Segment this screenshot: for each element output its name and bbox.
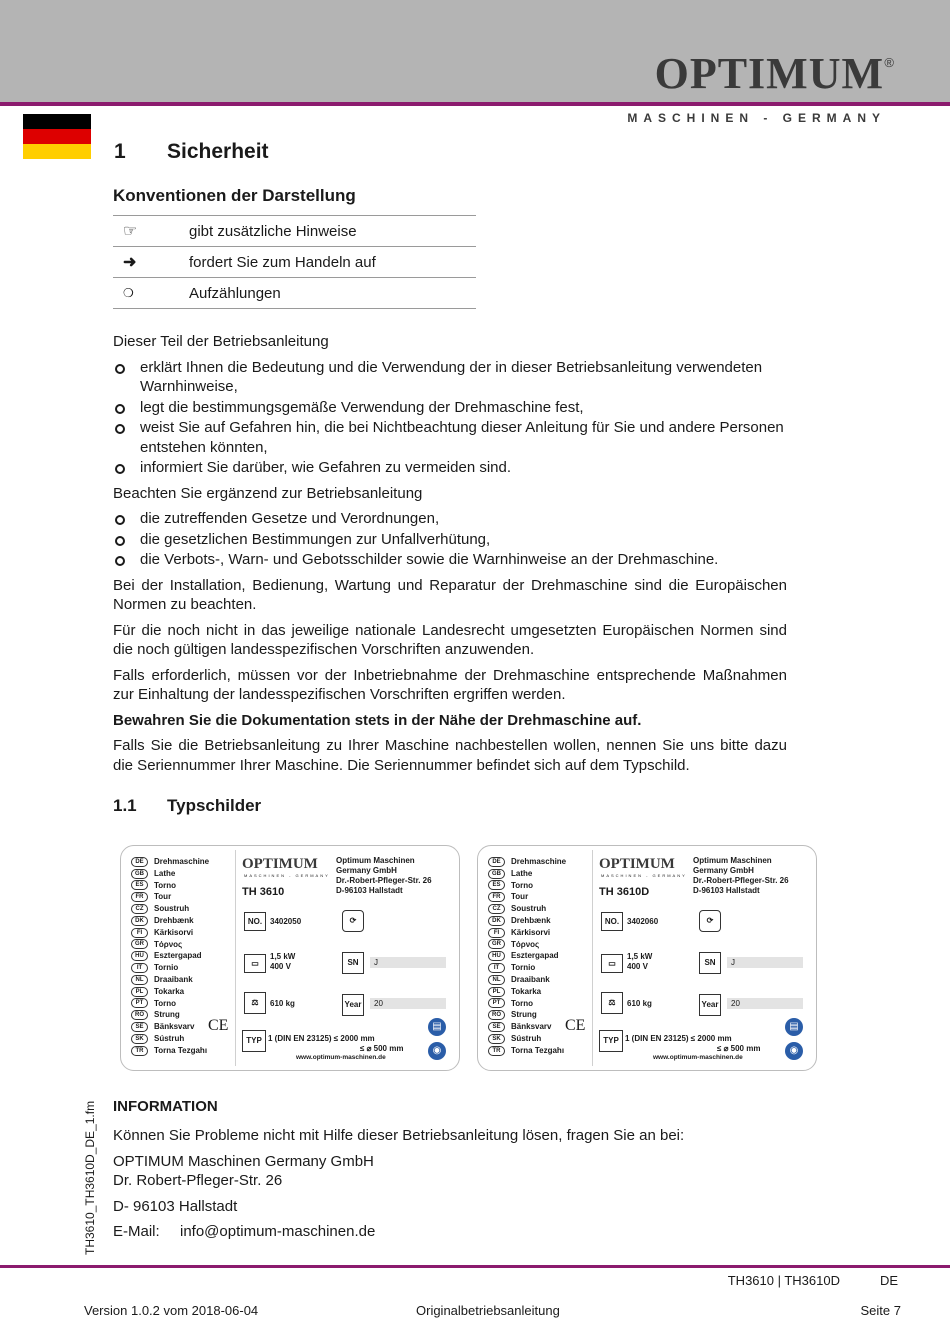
language-name: Sústruh xyxy=(154,1033,185,1043)
language-name: Torno xyxy=(511,998,534,1008)
language-code-badge: NL xyxy=(488,975,505,985)
german-flag-icon xyxy=(23,114,91,159)
language-name: Torna Tezgahı xyxy=(154,1045,208,1055)
language-code-badge: PT xyxy=(488,998,505,1008)
plate-language-row xyxy=(488,891,566,903)
plate-language-row xyxy=(488,915,566,927)
plate-language-row xyxy=(131,962,209,974)
plate-language-row xyxy=(488,868,566,880)
sn-label: SN xyxy=(699,952,721,974)
language-name: Bänksvarv xyxy=(511,1022,552,1032)
language-code-badge: PL xyxy=(488,987,505,997)
language-name: Torno xyxy=(154,998,177,1008)
list-item: legt die bestimmungsgemäße Verwendung der Drehmaschine fest, xyxy=(113,398,787,418)
sn-label: SN xyxy=(342,952,364,974)
plate-model: TH 3610D xyxy=(599,886,650,898)
plate-language-row xyxy=(131,1045,209,1057)
language-name: Soustruh xyxy=(511,904,547,914)
plate-language-row xyxy=(131,974,209,986)
plate-language-row xyxy=(488,986,566,998)
manual-read-icon: ▤ xyxy=(785,1018,803,1036)
language-code-badge: TR xyxy=(488,1046,505,1056)
company-name: OPTIMUM Maschinen Germany GmbH xyxy=(113,1152,374,1170)
plate-language-row xyxy=(488,950,566,962)
list-item: die zutreffenden Gesetze und Verordnungen, xyxy=(113,509,787,529)
language-code-badge: SE xyxy=(488,1022,505,1032)
language-name: Tokarka xyxy=(511,986,542,996)
plate-model: TH 3610 xyxy=(242,886,285,898)
bold-paragraph: Bewahren Sie die Dokumentation stets in der Nähe der Drehmaschine auf. xyxy=(113,711,642,729)
rotation-icon: ⟳ xyxy=(699,910,721,932)
plate-language-row xyxy=(488,974,566,986)
plate-language-row xyxy=(488,1033,566,1045)
language-name: Torna Tezgahı xyxy=(511,1045,565,1055)
language-name: Kärkisorvi xyxy=(154,927,194,937)
plate-language-row xyxy=(488,1045,566,1057)
plate-language-row xyxy=(488,1021,566,1033)
paragraph: Falls Sie die Betriebsanleitung zu Ihrer Maschine nachbestellen wollen, nennen Sie uns bitte dazu die Seriennummer Ihrer Maschine. Die Seriennummer befindet sich auf dem Typschild. xyxy=(113,737,787,774)
file-name-sidebar: TH3610_TH3610D_DE_1.fm xyxy=(83,1100,97,1255)
registered-mark: ® xyxy=(884,55,894,70)
plate-language-row xyxy=(488,903,566,915)
language-name: Draaibank xyxy=(511,974,550,984)
language-code-badge: GR xyxy=(131,939,148,949)
language-code-badge: TR xyxy=(131,1046,148,1056)
language-code-badge: DE xyxy=(131,857,148,867)
motor-icon: ▭ xyxy=(601,954,623,973)
conventions-row xyxy=(113,247,476,278)
safety-body xyxy=(113,332,787,781)
no-label: NO. xyxy=(601,912,623,931)
language-name: Drehmaschine xyxy=(511,857,567,866)
plate-languages xyxy=(488,856,566,1057)
footer-page-number: Seite 7 xyxy=(860,1303,901,1318)
language-code-badge: PT xyxy=(131,998,148,1008)
manual-read-icon: ▤ xyxy=(428,1018,446,1036)
plate-address: Optimum Maschinen Germany GmbH Dr.-Robert-Pfleger-Str. 26 D-96103 Hallstadt xyxy=(693,856,789,895)
plate-language-row xyxy=(488,880,566,892)
language-name: Kärkisorvi xyxy=(511,927,551,937)
plate-language-row xyxy=(488,962,566,974)
section-heading: 1 Sicherheit xyxy=(114,140,269,163)
weight-value: 610 kg xyxy=(270,999,295,1008)
plate-language-row xyxy=(488,927,566,939)
information-block xyxy=(113,1126,684,1248)
language-code-badge: SK xyxy=(131,1034,148,1044)
rotation-icon: ⟳ xyxy=(342,910,364,932)
language-name: Bänksvarv xyxy=(154,1022,195,1032)
motor-data: 1,5 kW 400 V xyxy=(270,952,296,971)
article-number: 3402050 xyxy=(270,917,302,926)
regulations-list xyxy=(113,509,787,570)
language-name: Tόρνος xyxy=(511,939,540,949)
language-name: Lathe xyxy=(511,868,533,878)
language-code-badge: IT xyxy=(131,963,148,973)
language-name: Esztergapad xyxy=(154,951,202,961)
plate-logo-sub: MASCHINEN - GERMANY xyxy=(601,873,687,878)
ce-mark-icon: CE xyxy=(565,1017,586,1034)
language-name: Torno xyxy=(154,880,177,890)
language-code-badge: RO xyxy=(131,1010,148,1020)
plate-logo-sub: MASCHINEN - GERMANY xyxy=(244,873,330,878)
serial-number-field: J xyxy=(370,957,446,968)
conventions-row xyxy=(113,278,476,309)
plate-language-row xyxy=(131,1033,209,1045)
language-code-badge: SK xyxy=(488,1034,505,1044)
logo-subtitle: MASCHINEN - GERMANY xyxy=(627,111,886,125)
plate-language-row xyxy=(131,939,209,951)
plate-address: Optimum Maschinen Germany GmbH Dr.-Robert-Pfleger-Str. 26 D-96103 Hallstadt xyxy=(336,856,432,895)
footer-version: Version 1.0.2 vom 2018-06-04 xyxy=(84,1303,259,1318)
paragraph: Falls erforderlich, müssen vor der Inbetriebnahme der Drehmaschine entsprechende Maßnahmen zur Einhaltung der landesspezifischen Vorschriften ergriffen werden. xyxy=(113,666,787,703)
language-name: Tour xyxy=(511,892,529,902)
language-name: Drehbænk xyxy=(511,915,551,925)
language-name: Strung xyxy=(511,1010,537,1020)
list-item: informiert Sie darüber, wie Gefahren zu vermeiden sind. xyxy=(113,458,787,478)
language-code-badge: GB xyxy=(131,869,148,879)
plate-languages xyxy=(131,856,209,1057)
plate-language-row xyxy=(131,903,209,915)
year-field: 20 xyxy=(370,998,446,1009)
no-label: NO. xyxy=(244,912,266,931)
language-code-badge: FI xyxy=(488,928,505,938)
plate-language-row xyxy=(488,856,566,868)
company-street: Dr. Robert-Pfleger-Str. 26 xyxy=(113,1172,283,1189)
plate-language-row xyxy=(488,939,566,951)
language-code-badge: GB xyxy=(488,869,505,879)
language-name: Lathe xyxy=(154,868,176,878)
plate-logo: OPTIMUM xyxy=(599,856,675,872)
language-code-badge: DK xyxy=(131,916,148,926)
header-rule xyxy=(0,102,950,106)
plate-language-row xyxy=(131,998,209,1010)
footer-rule xyxy=(0,1265,950,1268)
language-code-badge: SE xyxy=(131,1022,148,1032)
conventions-heading: Konventionen der Darstellung xyxy=(113,186,356,205)
typ-label: TYP xyxy=(242,1030,266,1052)
language-code-badge: FR xyxy=(488,892,505,902)
motor-icon: ▭ xyxy=(244,954,266,973)
pointing-hand-icon: ☞ xyxy=(113,216,189,247)
language-name: Tokarka xyxy=(154,986,185,996)
language-name: Tόρνος xyxy=(154,939,183,949)
eye-protection-icon: ◉ xyxy=(785,1042,803,1060)
plate-language-row xyxy=(131,891,209,903)
plate-language-row xyxy=(488,1009,566,1021)
language-code-badge: GR xyxy=(488,939,505,949)
plate-language-row xyxy=(131,868,209,880)
plate-spec: 1 (DIN EN 23125) ≤ 2000 mm ≤ ⌀ 500 mm xyxy=(625,1034,761,1053)
plate-language-row xyxy=(131,880,209,892)
language-name: Soustruh xyxy=(154,904,190,914)
plate-language-row xyxy=(131,1021,209,1033)
language-code-badge: IT xyxy=(488,963,505,973)
arrow-right-icon: ➜ xyxy=(113,247,189,278)
language-code-badge: RO xyxy=(488,1010,505,1020)
plate-language-row xyxy=(131,856,209,868)
plate-language-row xyxy=(131,915,209,927)
language-name: Esztergapad xyxy=(511,951,559,961)
information-text: Können Sie Probleme nicht mit Hilfe dieser Betriebsanleitung lösen, fragen Sie an bei: xyxy=(113,1127,685,1144)
typ-label: TYP xyxy=(599,1030,623,1052)
language-code-badge: NL xyxy=(131,975,148,985)
plate-language-row xyxy=(131,986,209,998)
language-code-badge: FR xyxy=(131,892,148,902)
conventions-text: Aufzählungen xyxy=(189,278,476,309)
language-name: Tour xyxy=(154,892,172,902)
ce-mark-icon: CE xyxy=(208,1017,229,1034)
language-name: Drehbænk xyxy=(154,915,194,925)
eye-protection-icon: ◉ xyxy=(428,1042,446,1060)
intro2-paragraph: Beachten Sie ergänzend zur Betriebsanleitung xyxy=(113,484,423,502)
type-plate-th3610d xyxy=(477,845,817,1071)
footer-language: DE xyxy=(879,1273,898,1288)
list-item: weist Sie auf Gefahren hin, die bei Nichtbeachtung dieser Anleitung für Sie und andere Personen entstehen könnten, xyxy=(113,418,787,457)
language-name: Tornio xyxy=(511,963,536,973)
plate-language-row xyxy=(131,950,209,962)
language-code-badge: HU xyxy=(131,951,148,961)
weight-icon: ⚖ xyxy=(601,992,623,1014)
language-code-badge: CZ xyxy=(131,904,148,914)
list-item: die Verbots-, Warn- und Gebotsschilder sowie die Warnhinweise an der Drehmaschine. xyxy=(113,550,787,570)
plate-language-row xyxy=(131,927,209,939)
list-item: die gesetzlichen Bestimmungen zur Unfallverhütung, xyxy=(113,530,787,550)
plate-language-row xyxy=(488,998,566,1010)
language-code-badge: ES xyxy=(131,880,148,890)
optimum-logo: OPTIMUM xyxy=(654,49,884,98)
footer-model: TH3610 | TH3610D xyxy=(727,1273,840,1288)
language-code-badge: HU xyxy=(488,951,505,961)
year-label: Year xyxy=(699,994,721,1016)
language-code-badge: ES xyxy=(488,880,505,890)
subsection-heading: 1.1 Typschilder xyxy=(113,796,262,815)
plate-spec: 1 (DIN EN 23125) ≤ 2000 mm ≤ ⌀ 500 mm xyxy=(268,1034,404,1053)
purpose-list xyxy=(113,358,787,478)
language-code-badge: FI xyxy=(131,928,148,938)
language-name: Strung xyxy=(154,1010,180,1020)
plate-website: www.optimum-maschinen.de xyxy=(653,1054,743,1061)
language-name: Tornio xyxy=(154,963,179,973)
language-name: Draaibank xyxy=(154,974,193,984)
email-label: E-Mail: xyxy=(113,1223,160,1240)
year-field: 20 xyxy=(727,998,803,1009)
bullet-circle-icon: ❍ xyxy=(113,278,189,309)
year-label: Year xyxy=(342,994,364,1016)
list-item: erklärt Ihnen die Bedeutung und die Verwendung der in dieser Betriebsanleitung verwendeten Warnhinweise, xyxy=(113,358,787,397)
language-name: Torno xyxy=(511,880,534,890)
conventions-table xyxy=(113,215,476,309)
language-code-badge: PL xyxy=(131,987,148,997)
paragraph: Bei der Installation, Bedienung, Wartung und Reparatur der Drehmaschine sind die Europäischen Normen zu beachten. xyxy=(113,576,787,613)
language-name: Drehmaschine xyxy=(154,857,210,866)
conventions-row xyxy=(113,216,476,247)
plate-logo: OPTIMUM xyxy=(242,856,318,872)
company-city: D- 96103 Hallstadt xyxy=(113,1197,238,1215)
type-plate-th3610 xyxy=(120,845,460,1071)
plate-language-row xyxy=(131,1009,209,1021)
intro-paragraph: Dieser Teil der Betriebsanleitung xyxy=(113,333,329,350)
footer-original: Originalbetriebsanleitung xyxy=(416,1303,560,1318)
serial-number-field: J xyxy=(727,957,803,968)
email-link[interactable]: info@optimum-maschinen.de xyxy=(180,1223,376,1240)
motor-data: 1,5 kW 400 V xyxy=(627,952,653,971)
information-heading: INFORMATION xyxy=(113,1098,218,1115)
language-code-badge: CZ xyxy=(488,904,505,914)
plate-website: www.optimum-maschinen.de xyxy=(296,1054,386,1061)
language-code-badge: DE xyxy=(488,857,505,867)
weight-value: 610 kg xyxy=(627,999,652,1008)
paragraph: Für die noch nicht in das jeweilige nationale Landesrecht umgesetzten Europäischen Normen sind die noch gültigen landesspezifischen Vorschriften anzuwenden. xyxy=(113,621,787,658)
language-code-badge: DK xyxy=(488,916,505,926)
article-number: 3402060 xyxy=(627,917,659,926)
weight-icon: ⚖ xyxy=(244,992,266,1014)
language-name: Sústruh xyxy=(511,1033,542,1043)
conventions-text: gibt zusätzliche Hinweise xyxy=(189,216,476,247)
conventions-text: fordert Sie zum Handeln auf xyxy=(189,247,476,278)
